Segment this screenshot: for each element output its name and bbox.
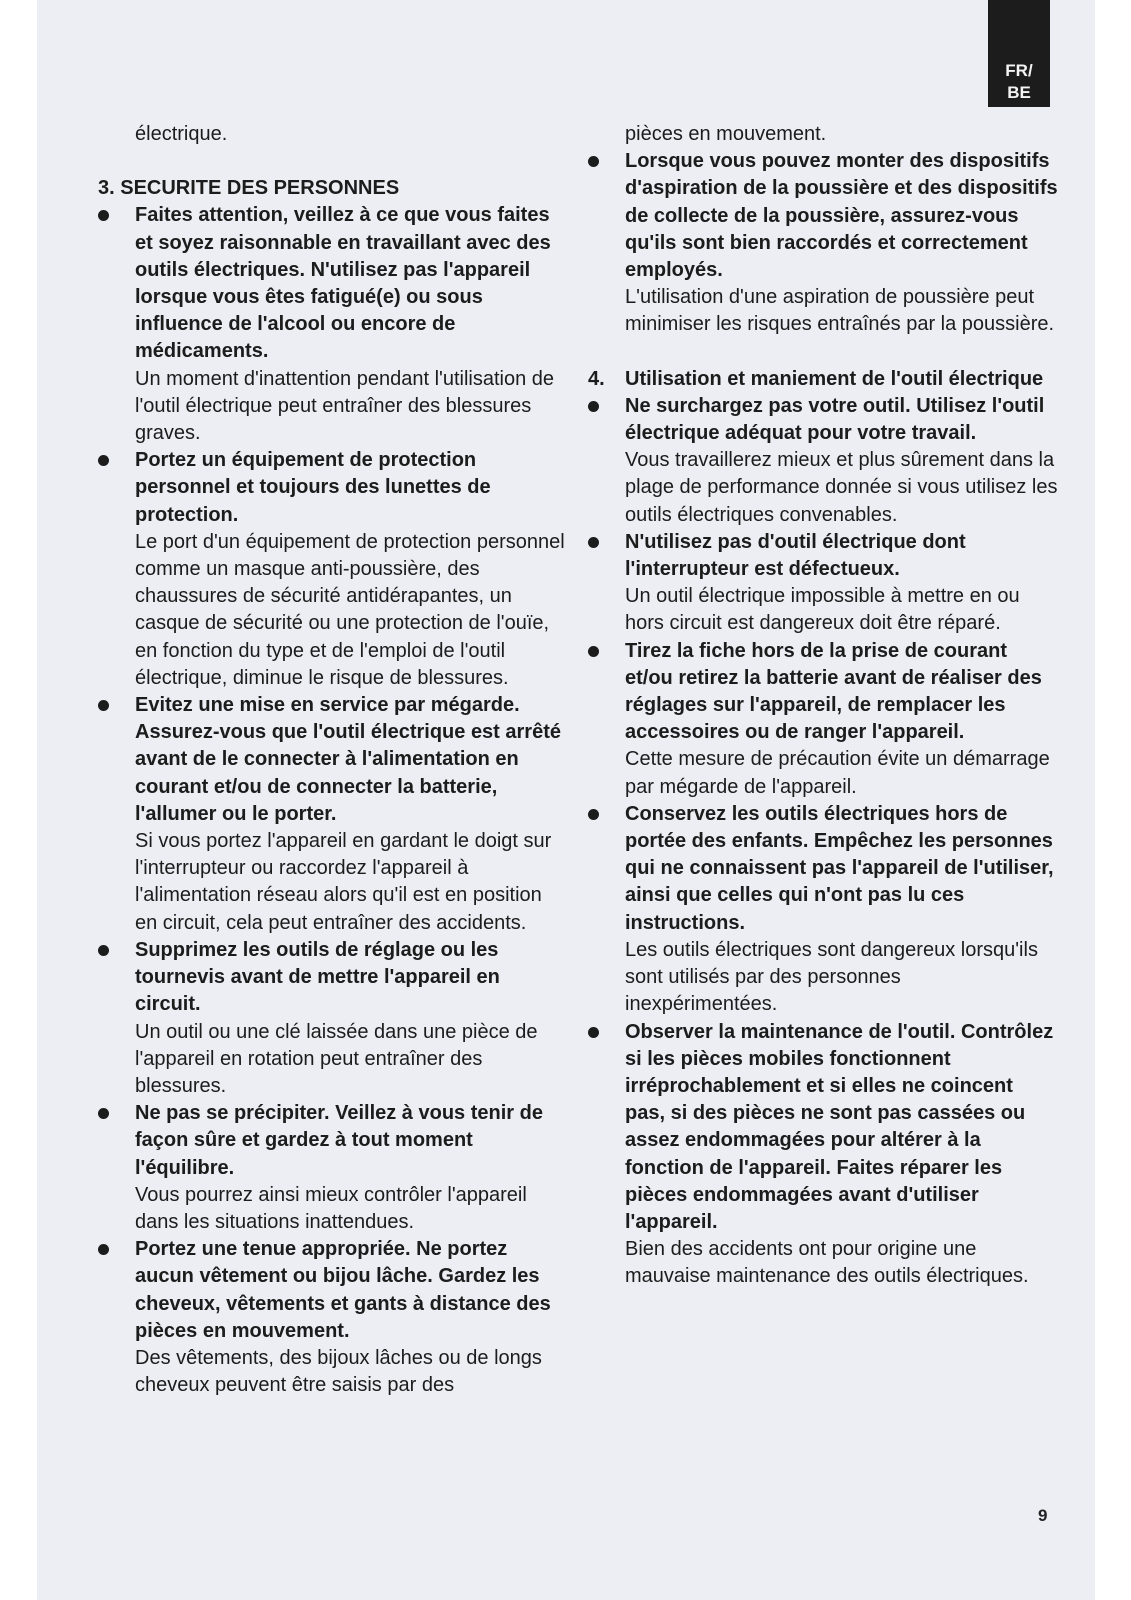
- safety-item-title: Evitez une mise en service par mégarde. Assurez-vous que l'outil électrique est arrêté avant de le connecter à l'alimentation en courant et/ou de connecter la batterie, l'allumer ou le porter.: [135, 694, 561, 825]
- bullet-icon: [588, 401, 599, 412]
- safety-item-body: Le port d'un équipement de protection personnel comme un masque anti-poussière, des chaussures de sécurité antidérapantes, un casque de sécurité ou une protection de l'ouïe, en fonction du type et de l'emploi de l'outil électrique, diminue le risque de blessures.: [135, 530, 565, 689]
- safety-item: [98, 692, 568, 937]
- safety-item-title: Ne surchargez pas votre outil. Utilisez l'outil électrique adéquat pour votre travail.: [625, 394, 1045, 445]
- safety-item-body: Vous travaillerez mieux et plus sûrement dans la plage de performance donnée si vous utilisez les outils électriques convenables.: [625, 449, 1058, 526]
- bullet-icon: [98, 1244, 109, 1255]
- safety-item: [588, 638, 1058, 801]
- safety-item-body: Bien des accidents ont pour origine une mauvaise maintenance des outils électriques.: [625, 1238, 1029, 1288]
- safety-item: [98, 937, 568, 1100]
- bullet-icon: [588, 156, 599, 167]
- bullet-icon: [98, 1108, 109, 1119]
- safety-item: [98, 1100, 568, 1236]
- safety-item: [588, 1019, 1058, 1291]
- continuation-text: électrique.: [135, 123, 228, 145]
- safety-item: [98, 1236, 568, 1399]
- left-column: [98, 121, 568, 1399]
- section-heading-personal-safety: 3. SECURITE DES PERSONNES: [98, 177, 400, 200]
- safety-item: [98, 202, 568, 447]
- safety-item-title: N'utilisez pas d'outil électrique dont l'interrupteur est défectueux.: [625, 530, 966, 581]
- safety-item-body: Les outils électriques sont dangereux lorsqu'ils sont utilisés par des personnes inexpérimentées.: [625, 938, 1038, 1016]
- safety-item: [588, 801, 1058, 1019]
- section-heading-text: Utilisation et maniement de l'outil électrique: [625, 367, 1044, 390]
- bullet-icon: [98, 700, 109, 711]
- safety-item-body: Si vous portez l'appareil en gardant le doigt sur l'interrupteur ou raccordez l'appareil à l'alimentation réseau alors qu'il est en position en circuit, cela peut entraîner des accidents.: [135, 830, 552, 934]
- bullet-icon: [98, 945, 109, 956]
- bullet-icon: [98, 455, 109, 466]
- bullet-icon: [588, 809, 599, 820]
- safety-item-body: Vous pourrez ainsi mieux contrôler l'appareil dans les situations inattendues.: [135, 1183, 527, 1233]
- safety-item-body: Un moment d'inattention pendant l'utilisation de l'outil électrique peut entraîner des blessures graves.: [135, 367, 555, 445]
- safety-item-body: Des vêtements, des bijoux lâches ou de longs cheveux peuvent être saisis par des: [135, 1346, 542, 1397]
- safety-item-title: Tirez la fiche hors de la prise de courant et/ou retirez la batterie avant de réaliser des réglages sur l'appareil, de remplacer les accessoires ou de ranger l'appareil.: [625, 639, 1042, 744]
- safety-item: [588, 393, 1058, 529]
- safety-item-title: Supprimez les outils de réglage ou les tournevis avant de mettre l'appareil en circuit.: [135, 938, 500, 1016]
- safety-item-title: Lorsque vous pouvez monter des dispositifs d'aspiration de la poussière et des dispositifs de collecte de la poussière, assurez-vous qu'ils sont bien raccordés et correctement employés.: [625, 150, 1058, 282]
- continuation-text: pièces en mouvement.: [625, 123, 827, 145]
- safety-item: [588, 529, 1058, 638]
- bullet-icon: [588, 537, 599, 548]
- bullet-icon: [98, 210, 109, 221]
- safety-item-body: L'utilisation d'une aspiration de poussière peut minimiser les risques entraînés par la poussière.: [625, 286, 1055, 336]
- safety-item-title: Observer la maintenance de l'outil. Contrôlez si les pièces mobiles fonctionnent irréprochablement et si elles ne coincent pas, si des pièces ne sont pas cassées ou assez endommagées pour altérer à la fonction de l'appareil. Faites réparer les pièces endommagées avant d'utiliser l'appareil.: [625, 1020, 1054, 1233]
- safety-item-title: Portez un équipement de protection personnel et toujours des lunettes de protection.: [135, 449, 491, 526]
- language-tab: [988, 0, 1050, 107]
- section-heading-tool-use: [588, 366, 1058, 393]
- safety-item-title: Faites attention, veillez à ce que vous faites et soyez raisonnable en travaillant avec des outils électriques. N'utilisez pas l'appareil lorsque vous êtes fatigué(e) ou sous influence de l'alcool ou encore de médicaments.: [135, 204, 551, 363]
- safety-item-body: Un outil électrique impossible à mettre en ou hors circuit est dangereux doit être réparé.: [625, 585, 1020, 635]
- safety-item-body: Cette mesure de précaution évite un démarrage par mégarde de l'appareil.: [625, 748, 1050, 798]
- section-number: 4.: [588, 367, 605, 390]
- language-tab-line2: BE: [1007, 83, 1031, 102]
- safety-item: [98, 447, 568, 692]
- safety-item-body: Un outil ou une clé laissée dans une pièce de l'appareil en rotation peut entraîner des blessures.: [135, 1020, 538, 1097]
- right-column: [588, 121, 1058, 1291]
- bullet-icon: [588, 1027, 599, 1038]
- safety-item-title: Ne pas se précipiter. Veillez à vous tenir de façon sûre et gardez à tout moment l'équilibre.: [135, 1102, 543, 1179]
- safety-item-title: Conservez les outils électriques hors de portée des enfants. Empêchez les personnes qui ne connaissent pas l'appareil de l'utiliser, ainsi que celles qui n'ont pas lu ces instructions.: [625, 802, 1054, 934]
- language-tab-line1: FR/: [1005, 61, 1033, 80]
- page-number: 9: [1038, 1506, 1048, 1525]
- bullet-icon: [588, 646, 599, 657]
- safety-item-title: Portez une tenue appropriée. Ne portez aucun vêtement ou bijou lâche. Gardez les cheveux, vêtements et gants à distance des pièces en mouvement.: [135, 1238, 551, 1342]
- safety-item: [588, 148, 1058, 338]
